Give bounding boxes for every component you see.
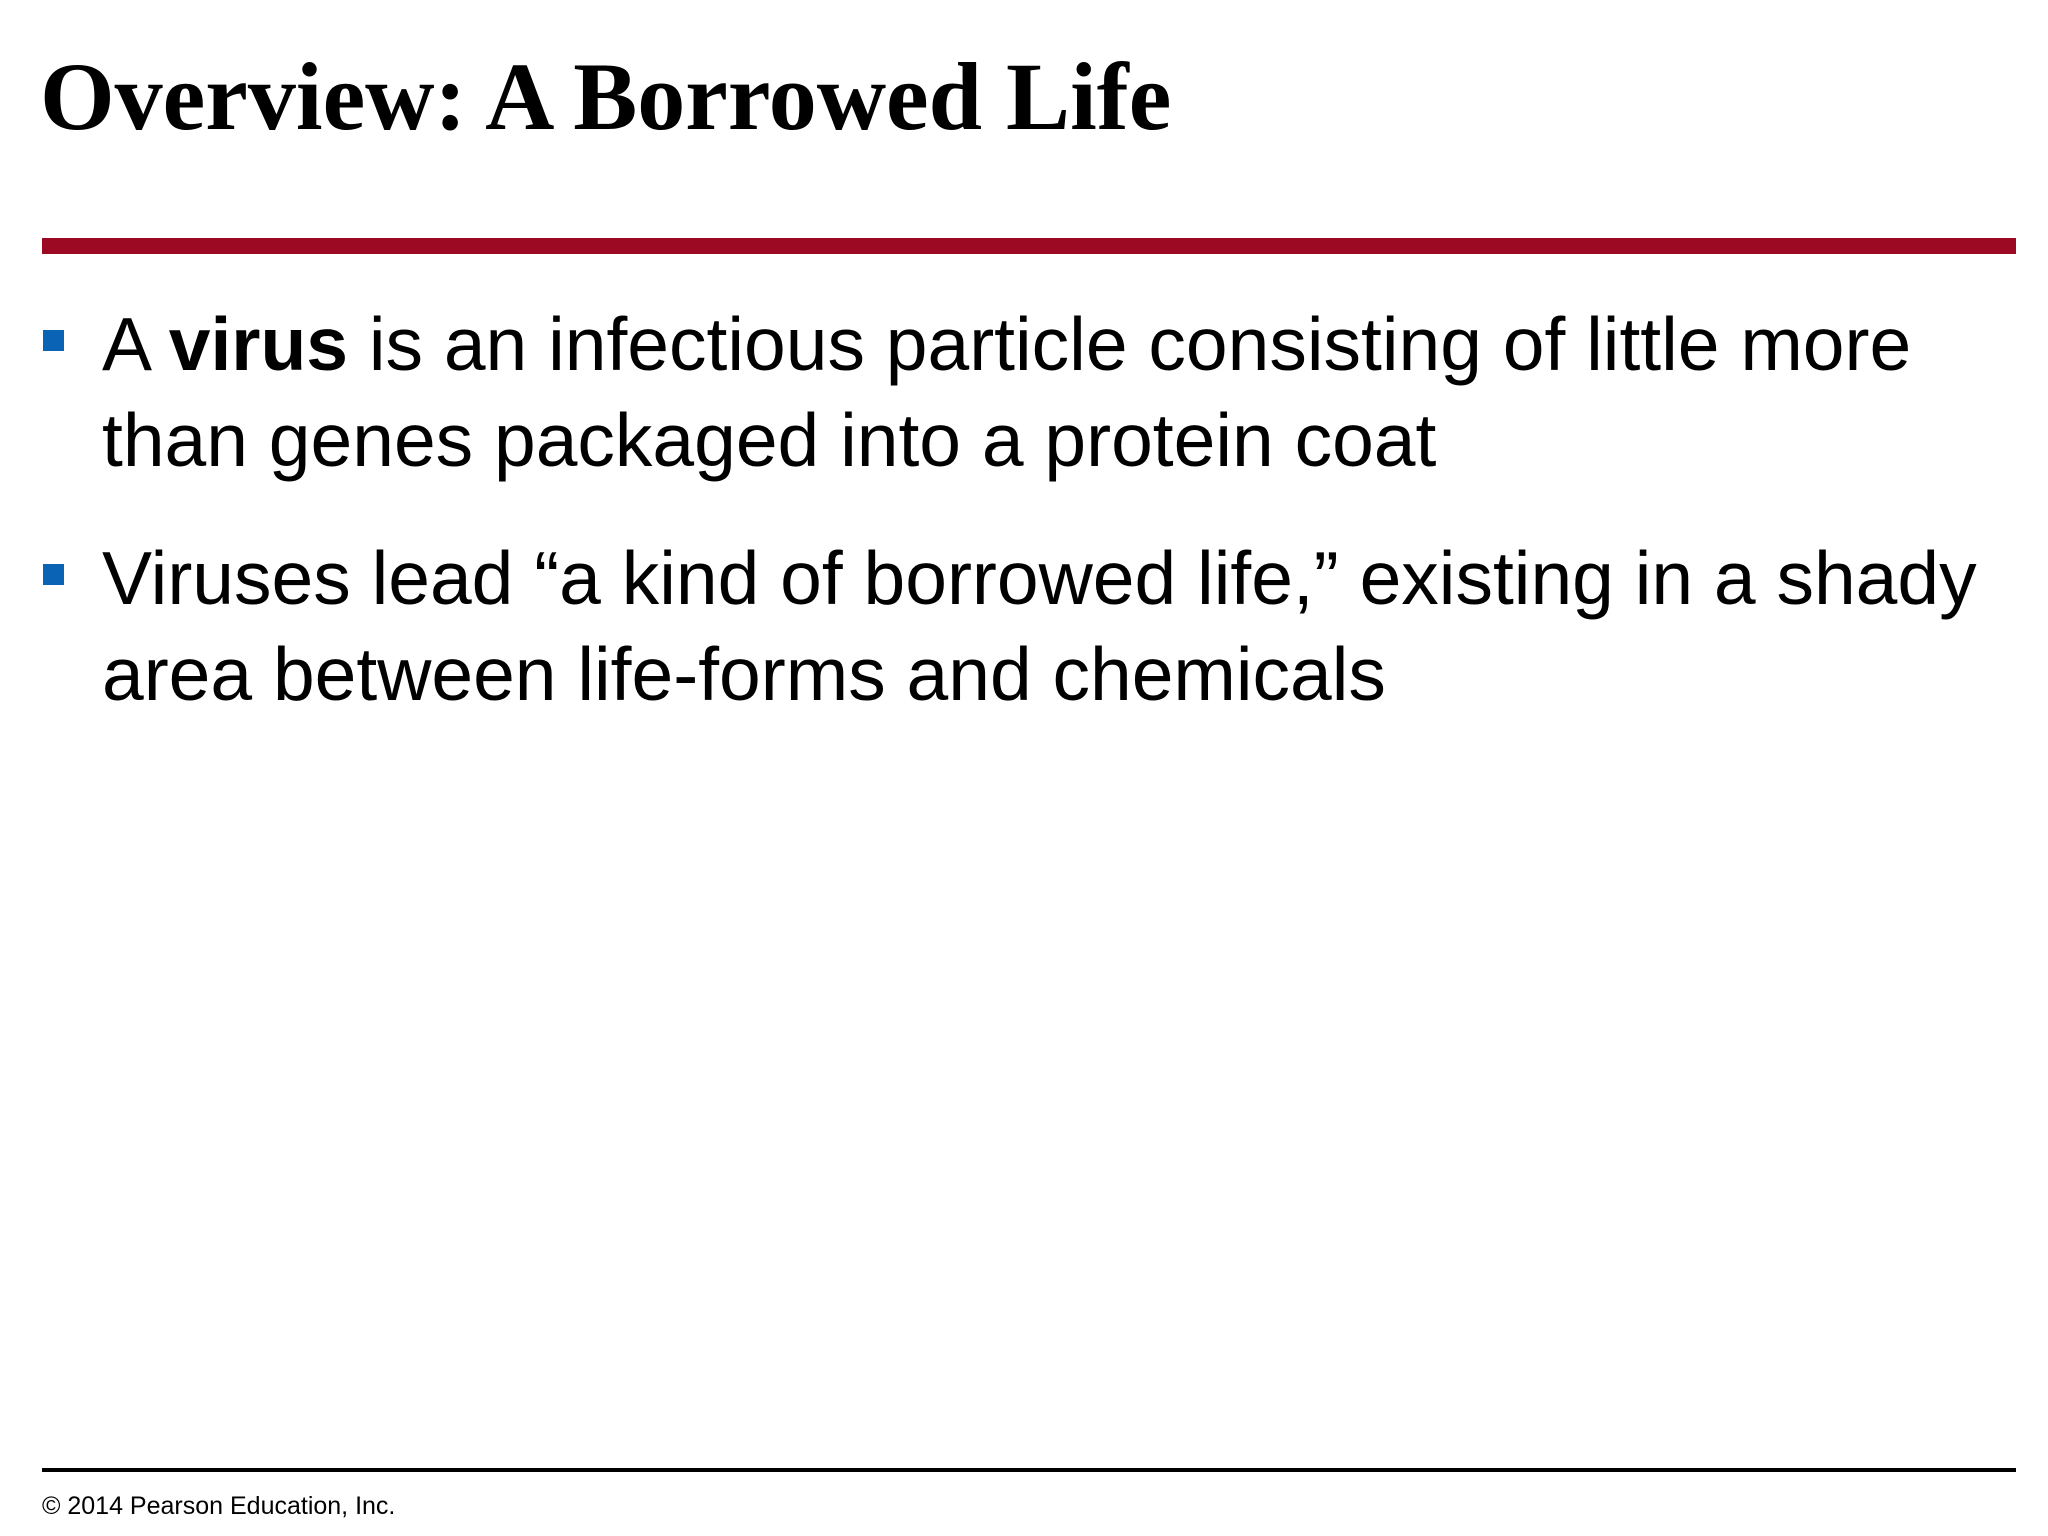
title-divider	[42, 238, 2016, 254]
square-bullet-icon	[43, 330, 64, 351]
copyright-notice: © 2014 Pearson Education, Inc.	[42, 1492, 396, 1520]
bullet-text-borrowed-life: Viruses lead “a kind of borrowed life,” existing in a shady area between life-forms and chemicals	[102, 536, 1977, 716]
bullet-list	[40, 296, 2000, 764]
key-term-virus: virus	[168, 302, 348, 386]
slide-title: Overview: A Borrowed Life	[40, 43, 1172, 150]
bullet-item-virus-definition	[40, 296, 2000, 488]
bullet-item-borrowed-life	[40, 530, 2000, 722]
bullet-text-prefix: A	[102, 302, 169, 386]
footer-divider	[42, 1468, 2016, 1472]
square-bullet-icon	[43, 564, 64, 585]
bullet-text-definition: is an infectious particle consisting of little more than genes packaged into a protein coat	[102, 302, 1912, 482]
